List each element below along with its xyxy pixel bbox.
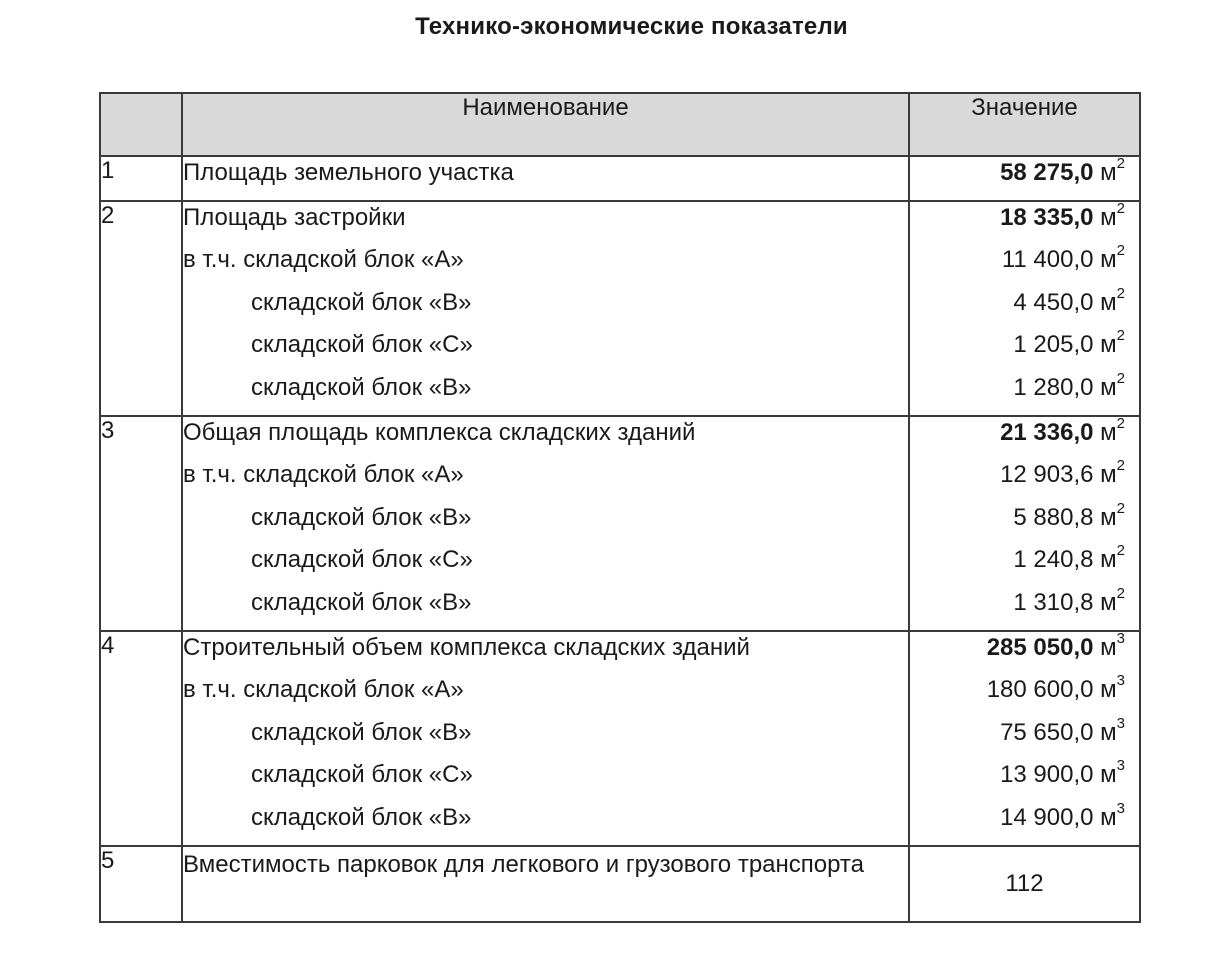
sub-item-name: складской блок «В» [251, 503, 472, 531]
sub-item-name [183, 459, 908, 502]
unit-exponent: 2 [1116, 284, 1125, 302]
unit-exponent: 2 [1116, 584, 1125, 602]
table-row [100, 201, 1140, 416]
row-name: Площадь земельного участка [183, 159, 514, 186]
row-name-cell [182, 846, 909, 922]
unit: м [1100, 331, 1117, 359]
unit-exponent: 2 [1116, 369, 1125, 387]
unit-exponent: 3 [1116, 629, 1125, 647]
sub-item-value-line [910, 329, 1139, 372]
unit-exponent: 3 [1116, 672, 1125, 690]
sub-item-name: складской блок «В» [251, 718, 472, 746]
sub-item-value-line [910, 759, 1139, 802]
sub-item-value: 180 600,0 [986, 676, 1094, 704]
row-value: 285 050,0 [986, 633, 1094, 661]
table-row [100, 416, 1140, 631]
row-number: 5 [100, 846, 182, 922]
row-value: 112 [1005, 869, 1044, 897]
sub-item-name: складской блок «С» [251, 331, 473, 359]
unit: м [1100, 503, 1117, 531]
sub-item-value-line [910, 284, 1139, 330]
row-value-line [910, 414, 1139, 460]
row-value: 21 336,0 [1000, 418, 1094, 446]
sub-item-name: складской блок «В» [251, 373, 472, 401]
sub-item-value-line [910, 584, 1139, 630]
table-row [100, 631, 1140, 846]
unit: м [1100, 803, 1117, 831]
unit: м [1100, 676, 1117, 704]
table-header-row [100, 93, 1140, 156]
row-number: 2 [100, 201, 182, 416]
sub-item-value: 1 310,8 [1013, 588, 1094, 616]
sub-item-name: складской блок «В» [251, 803, 472, 831]
sub-item-value: 75 650,0 [1000, 718, 1094, 746]
sub-item-value-line [910, 799, 1139, 845]
sub-item-label: складской блок «А» [243, 461, 464, 489]
unit-exponent: 3 [1116, 799, 1125, 817]
sub-item-value-line [910, 244, 1139, 287]
row-name-cell [182, 416, 909, 631]
row-value-line [910, 199, 1139, 245]
sub-item-value-line [910, 459, 1139, 502]
unit-exponent: 2 [1116, 542, 1125, 560]
sub-item-value: 11 400,0 [1001, 246, 1094, 274]
sub-item-value: 5 880,8 [1013, 503, 1094, 531]
sub-item-value: 4 450,0 [1013, 288, 1094, 316]
sub-item-name [183, 674, 908, 717]
sub-item-name [183, 244, 908, 287]
unit: м [1100, 159, 1117, 186]
unit-exponent: 2 [1116, 327, 1125, 345]
row-name-cell [182, 631, 909, 846]
unit-exponent: 3 [1116, 714, 1125, 732]
table-row [100, 156, 1140, 201]
unit: м [1100, 633, 1117, 661]
sub-item-value: 12 903,6 [1000, 461, 1094, 489]
row-value-cell [909, 156, 1140, 201]
table-row [100, 846, 1140, 922]
sub-item-name: складской блок «В» [251, 288, 472, 316]
unit: м [1100, 546, 1117, 574]
row-value: 58 275,0 [1000, 159, 1094, 186]
unit-exponent: 2 [1116, 499, 1125, 517]
sub-item-prefix: в т.ч. [183, 246, 244, 274]
row-name-cell [182, 201, 909, 416]
row-value: 18 335,0 [1000, 203, 1094, 231]
row-number: 4 [100, 631, 182, 846]
header-num-cell [100, 93, 182, 156]
row-number: 3 [100, 416, 182, 631]
unit: м [1100, 418, 1117, 446]
row-value-cell [909, 416, 1140, 631]
row-value-cell [909, 631, 1140, 846]
unit: м [1100, 288, 1117, 316]
unit-exponent: 2 [1116, 457, 1125, 475]
unit: м [1100, 373, 1117, 401]
sub-item-label: складской блок «А» [243, 246, 464, 274]
row-name: Общая площадь комплекса складских зданий [183, 418, 696, 446]
row-value-line [910, 157, 1139, 200]
sub-item-value: 13 900,0 [1000, 761, 1094, 789]
sub-item-name: складской блок «С» [251, 761, 473, 789]
unit-exponent: 2 [1116, 155, 1125, 172]
unit: м [1100, 718, 1117, 746]
row-value-cell [909, 201, 1140, 416]
sub-item-prefix: в т.ч. [183, 461, 244, 489]
row-value-line [910, 629, 1139, 675]
sub-item-name: складской блок «В» [251, 588, 472, 616]
sub-item-value: 1 280,0 [1013, 373, 1094, 401]
unit: м [1100, 761, 1117, 789]
sub-item-value: 14 900,0 [1000, 803, 1094, 831]
unit: м [1100, 246, 1117, 274]
row-number: 1 [100, 156, 182, 201]
sub-item-name: складской блок «С» [251, 546, 473, 574]
unit-exponent: 2 [1116, 199, 1125, 217]
sub-item-value-line [910, 544, 1139, 587]
sub-item-value-line [910, 499, 1139, 545]
header-name-cell: Наименование [182, 93, 909, 156]
sub-item-value-line [910, 369, 1139, 415]
row-name: Вместимость парковок для легкового и грузового транспорта [183, 850, 864, 878]
sub-item-prefix: в т.ч. [183, 676, 244, 704]
row-name: Площадь застройки [183, 203, 406, 231]
unit: м [1100, 461, 1117, 489]
unit-exponent: 3 [1116, 757, 1125, 775]
unit-exponent: 2 [1116, 242, 1125, 260]
sub-item-value-line [910, 714, 1139, 760]
indicators-table [99, 92, 1141, 923]
sub-item-value: 1 205,0 [1013, 331, 1094, 359]
sub-item-value: 1 240,8 [1013, 546, 1094, 574]
page-title: Технико-экономические показатели [415, 13, 848, 40]
row-name-cell [182, 156, 909, 201]
sub-item-label: складской блок «А» [243, 676, 464, 704]
unit: м [1100, 203, 1117, 231]
unit-exponent: 2 [1116, 414, 1125, 432]
sub-item-value-line [910, 674, 1139, 717]
header-value-cell: Значение [909, 93, 1140, 156]
row-value-cell [909, 846, 1140, 922]
unit: м [1100, 588, 1117, 616]
row-name: Строительный объем комплекса складских зданий [183, 633, 750, 661]
